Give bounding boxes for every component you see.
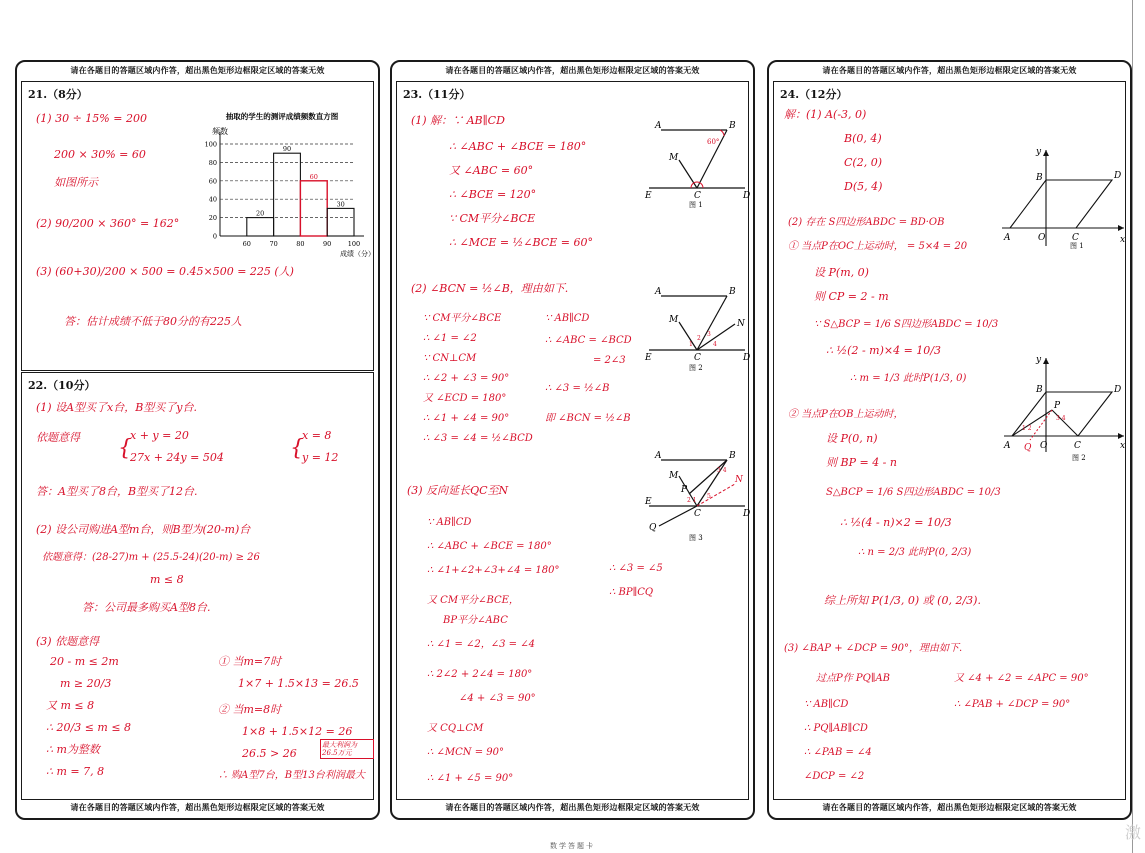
q23-figure-2: [645, 284, 753, 374]
q24-line-15: S△BCP = 1/6 S四边形ABDC = 10/3: [826, 487, 1001, 498]
q23-fig1-label-b: B: [729, 121, 736, 131]
q23-line-29: 又 CQ⊥CM: [427, 723, 484, 734]
q23-line-24: 又 CM平分∠BCE，: [427, 595, 519, 606]
q23-fig1-label-e: E: [645, 191, 652, 201]
q24-fig2-label-c: C: [1074, 441, 1081, 451]
svg-text:3 4: 3 4: [717, 467, 727, 474]
y-tick-label: 100: [204, 140, 217, 149]
q23-fig3-label-n: N: [735, 475, 743, 485]
q23-line-17: = 2∠3: [593, 355, 626, 366]
q23-fig1-label-c: C: [694, 191, 701, 201]
q24-line-16: ∴ ½(4 - n)×2 = 10/3: [840, 516, 952, 529]
q22-line-16: ∴ 20/3 ≤ m ≤ 8: [46, 721, 132, 734]
y-tick-label: 80: [208, 158, 217, 167]
q22-brace-1: {: [118, 436, 132, 461]
bar-data-label: 30: [336, 200, 345, 209]
q23-line-31: ∴ ∠1 + ∠5 = 90°: [427, 773, 514, 784]
q24-line-8: 则 CP = 2 - m: [814, 290, 889, 303]
q23-fig2-label-e: E: [645, 353, 652, 363]
q24-fig2-label-y: y: [1036, 355, 1042, 365]
q24-fig2-label-p: P: [1054, 401, 1061, 411]
q21-line-1: (1) 30 ÷ 15% = 200: [36, 112, 147, 125]
q24-fig1-label-a: A: [1004, 233, 1011, 243]
q24-line-24: ∠DCP = ∠2: [804, 771, 865, 782]
area-note-bottom: 请在各题目的答题区域内作答，超出黑色矩形边框限定区域的答案无效: [445, 803, 700, 812]
q23-fig2-caption: 图 2: [689, 364, 703, 372]
q23-line-26: ∴ ∠1 = ∠2，∠3 = ∠4: [427, 639, 535, 650]
area-note-bottom: 请在各题目的答题区域内作答，超出黑色矩形边框限定区域的答案无效: [70, 803, 325, 812]
q22-line-10: m ≤ 8: [150, 573, 184, 586]
q23-line-25: BP平分∠ABC: [443, 615, 508, 626]
q24-line-7: 设 P(m, 0): [814, 266, 869, 279]
chart-xlabel: 成绩（分）: [340, 250, 375, 258]
q21-line-3: 如图所示: [54, 176, 98, 189]
q24-line-23: ∴ ∠PAB = ∠4: [804, 747, 872, 758]
q24-fig1-label-b: B: [1036, 173, 1043, 183]
q24-line-3: C(2, 0): [844, 156, 882, 169]
q22-brace-2: {: [290, 436, 304, 461]
q24-line-19: (3) ∠BAP + ∠DCP = 90°，理由如下.: [784, 643, 963, 654]
q23-line-27: ∴ 2∠2 + 2∠4 = 180°: [427, 669, 533, 680]
question-24-box: [773, 81, 1126, 800]
q23-fig3-label-a: A: [655, 451, 662, 461]
q24-line-5: (2) 存在 S四边形ABDC = BD·OB: [788, 217, 945, 228]
q24-fig1-label-y: y: [1036, 147, 1042, 157]
area-note-top: 请在各题目的答题区域内作答，超出黑色矩形边框限定区域的答案无效: [822, 66, 1077, 75]
page-edge-line: [1132, 0, 1133, 853]
x-tick-label: 90: [323, 240, 332, 248]
q23-line-7: (2) ∠BCN = ½∠B，理由如下.: [411, 282, 569, 295]
q24-line-10: ∴ ½(2 - m)×4 = 10/3: [826, 344, 942, 357]
bar-data-label: 60: [309, 172, 318, 181]
q23-fig2-label-c: C: [694, 353, 701, 363]
q22-line-1: (1) 设A型买了x台，B型买了y台.: [36, 401, 198, 414]
chart-ylabel: 频数: [212, 127, 228, 136]
x-tick-label: 80: [296, 240, 305, 248]
svg-text:3: 3: [707, 331, 711, 338]
q22-line-11: 答：公司最多购买A型8台.: [82, 601, 211, 614]
q24-line-9: ∵ S△BCP = 1/6 S四边形ABDC = 10/3: [814, 319, 999, 330]
q24-figure-1: [998, 144, 1130, 250]
q23-line-2: ∴ ∠ABC + ∠BCE = 180°: [449, 140, 587, 153]
svg-text:1: 1: [689, 341, 693, 348]
q23-line-32: ∴ ∠3 = ∠5: [609, 563, 663, 574]
q23-fig3-label-p: P: [681, 485, 688, 495]
q24-line-1: 解：(1) A(-3, 0): [784, 108, 867, 121]
y-tick-label: 0: [212, 232, 217, 241]
q22-line-15: 又 m ≤ 8: [46, 699, 95, 712]
answer-panel-1: [15, 60, 380, 820]
q23-line-1: (1) 解：∵ AB∥CD: [411, 114, 505, 127]
q23-figure-3: [645, 450, 753, 542]
q24-fig2-caption: 图 2: [1072, 454, 1086, 462]
q22-line-7: 答：A型买了8台，B型买了12台.: [36, 485, 198, 498]
question-21-box: [21, 81, 374, 371]
q22-line-21: ② 当m=8时: [218, 703, 282, 716]
q23-fig2-label-a: A: [655, 287, 662, 297]
q24-line-6: ① 当点P在OC上运动时， = 5×4 = 20: [788, 241, 968, 252]
q23-fig3-label-d: D: [743, 509, 751, 519]
q24-fig1-label-d: D: [1114, 171, 1122, 181]
q22-line-8: (2) 设公司购进A型m台，则B型为(20-m)台: [36, 523, 251, 536]
q24-line-2: B(0, 4): [844, 132, 882, 145]
q24-fig1-label-c: C: [1072, 233, 1079, 243]
q23-line-11: ∴ ∠2 + ∠3 = 90°: [423, 373, 510, 384]
q22-line-17: ∴ m为整数: [46, 743, 100, 756]
q22-line-13: 20 - m ≤ 2m: [50, 655, 119, 668]
q21-line-2: 200 × 30% = 60: [54, 148, 146, 161]
area-note-top: 请在各题目的答题区域内作答，超出黑色矩形边框限定区域的答案无效: [70, 66, 325, 75]
q22-line-9: 依题意得：(28-27)m + (25.5-24)(20-m) ≥ 26: [42, 552, 260, 563]
y-tick-label: 40: [208, 195, 217, 204]
q23-line-13: ∴ ∠1 + ∠4 = 90°: [423, 413, 510, 424]
q24-fig1-caption: 图 1: [1070, 242, 1084, 250]
q23-line-14: ∴ ∠3 = ∠4 = ½∠BCD: [423, 433, 533, 444]
q23-fig1-label-m: M: [669, 153, 679, 163]
q23-line-22: ∴ ∠ABC + ∠BCE = 180°: [427, 541, 552, 552]
q22-line-6: y = 12: [302, 451, 339, 464]
q23-line-5: ∵ CM平分∠BCE: [449, 212, 536, 225]
q22-line-12: (3) 依题意得: [36, 635, 100, 648]
svg-text:2 1: 2 1: [687, 497, 697, 504]
page-footer: 数学答题卡: [550, 842, 595, 850]
q24-line-4: D(5, 4): [844, 180, 883, 193]
q23-line-20: (3) 反向延长QC至N: [407, 484, 509, 497]
q23-fig3-caption: 图 3: [689, 534, 703, 542]
q22-line-18: ∴ m = 7, 8: [46, 765, 105, 778]
svg-text:5: 5: [707, 493, 711, 500]
svg-text:3 4: 3 4: [1056, 415, 1066, 422]
histogram-bar: [247, 218, 274, 236]
question-23-box: [396, 81, 749, 800]
q22-line-24: ∴ 购A型7台，B型13台利润最大: [218, 770, 365, 781]
q24-line-18: 综上所知 P(1/3, 0) 或 (0, 2/3).: [824, 594, 981, 607]
q24-fig2-label-d: D: [1114, 385, 1122, 395]
answer-panel-3: [767, 60, 1132, 820]
histogram-bar: [274, 153, 301, 236]
x-tick-label: 70: [269, 240, 278, 248]
svg-text:2: 2: [697, 335, 701, 342]
q24-figure-2: [1000, 352, 1130, 462]
q24-fig2-label-b: B: [1036, 385, 1043, 395]
q22-line-2: 依题意得: [36, 431, 80, 444]
histogram-bar: [327, 208, 354, 236]
q23-fig3-label-b: B: [729, 451, 736, 461]
q23-line-28: ∠4 + ∠3 = 90°: [459, 693, 536, 704]
q23-line-10: ∵ CN⊥CM: [423, 353, 477, 364]
q23-line-16: ∴ ∠ABC = ∠BCD: [545, 335, 632, 346]
q22-line-5: x = 8: [302, 429, 332, 442]
q23-fig3-label-m: M: [669, 471, 679, 481]
q24-line-17: ∴ n = 2/3 此时P(0, 2/3): [858, 547, 972, 558]
q23-line-9: ∴ ∠1 = ∠2: [423, 333, 477, 344]
q23-figure-1: [645, 118, 753, 210]
q23-fig3-label-c: C: [694, 509, 701, 519]
q24-line-12: ② 当点P在OB上运动时，: [788, 409, 904, 420]
q23-fig1-angle: 60°: [707, 138, 720, 146]
x-tick-label: 100: [347, 240, 361, 248]
q23-fig2-label-m: M: [669, 315, 679, 325]
svg-text:4: 4: [713, 341, 717, 348]
q24-line-13: 设 P(0, n): [826, 432, 878, 445]
q24-fig1-label-o: O: [1038, 233, 1046, 243]
q23-fig2-label-b: B: [729, 287, 736, 297]
q22-line-25: 最大利润为26.5万元: [320, 739, 374, 759]
question-21-title: 21.（8分）: [28, 88, 88, 101]
q23-fig3-label-e: E: [645, 497, 652, 507]
q23-line-4: ∴ ∠BCE = 120°: [449, 188, 537, 201]
y-tick-label: 60: [208, 177, 217, 186]
q22-line-22: 1×8 + 1.5×12 = 26: [242, 725, 353, 738]
q24-line-26: ∴ ∠PAB + ∠DCP = 90°: [954, 699, 1071, 710]
q24-line-11: ∴ m = 1/3 此时P(1/3, 0): [850, 373, 967, 384]
q24-fig2-label-x: x: [1120, 441, 1126, 451]
q23-fig1-label-a: A: [655, 121, 662, 131]
question-23-title: 23.（11分）: [403, 88, 471, 101]
q23-fig2-label-n: N: [737, 319, 745, 329]
q22-line-14: m ≥ 20/3: [60, 677, 112, 690]
svg-text:1 2: 1 2: [1022, 425, 1032, 432]
q24-fig2-label-o: O: [1040, 441, 1048, 451]
corner-mark: 激: [1124, 823, 1141, 842]
q24-fig2-label-q: Q: [1024, 443, 1032, 453]
q22-line-23: 26.5 > 26: [242, 747, 297, 760]
chart-title: 抽取的学生的测评成绩频数直方图: [225, 112, 339, 121]
q23-line-30: ∴ ∠MCN = 90°: [427, 747, 505, 758]
q23-line-3: 又 ∠ABC = 60°: [449, 164, 534, 177]
q24-fig1-label-x: x: [1120, 235, 1126, 245]
question-24-title: 24.（12分）: [780, 88, 848, 101]
bar-data-label: 90: [282, 145, 292, 154]
q24-line-20: 过点P作 PQ∥AB: [816, 673, 891, 684]
q23-line-8: ∵ CM平分∠BCE: [423, 313, 502, 324]
answer-panel-2: [390, 60, 755, 820]
q24-fig2-label-a: A: [1004, 441, 1011, 451]
q21-line-6: 答：估计成绩不低于80分的有225人: [64, 315, 242, 328]
area-note-bottom: 请在各题目的答题区域内作答，超出黑色矩形边框限定区域的答案无效: [822, 803, 1077, 812]
bar-data-label: 20: [256, 209, 265, 218]
q21-line-5: (3) (60+30)/200 × 500 = 0.45×500 = 225 (人): [36, 265, 294, 278]
q23-fig3-label-q: Q: [649, 523, 657, 533]
q22-line-19: ① 当m=7时: [218, 655, 282, 668]
q23-line-23: ∴ ∠1+∠2+∠3+∠4 = 180°: [427, 565, 560, 576]
q23-line-21: ∵ AB∥CD: [427, 517, 472, 528]
q22-line-20: 1×7 + 1.5×13 = 26.5: [238, 677, 359, 690]
q23-line-19: 即 ∠BCN = ½∠B: [545, 413, 631, 424]
q23-line-18: ∴ ∠3 = ½∠B: [545, 383, 610, 394]
q23-line-15: ∵ AB∥CD: [545, 313, 590, 324]
area-note-top: 请在各题目的答题区域内作答，超出黑色矩形边框限定区域的答案无效: [445, 66, 700, 75]
q23-fig2-label-d: D: [743, 353, 751, 363]
histogram-chart: [182, 104, 378, 258]
q24-line-22: ∴ PQ∥AB∥CD: [804, 723, 868, 734]
q22-line-4: 27x + 24y = 504: [130, 451, 224, 464]
q23-line-33: ∴ BP∥CQ: [609, 587, 654, 598]
q23-fig1-caption: 图 1: [689, 201, 703, 209]
q24-line-21: ∵ AB∥CD: [804, 699, 849, 710]
q24-line-14: 则 BP = 4 - n: [826, 456, 897, 469]
q21-line-4: (2) 90/200 × 360° = 162°: [36, 217, 180, 230]
x-tick-label: 60: [242, 240, 251, 248]
y-tick-label: 20: [208, 214, 217, 223]
histogram-bar: [300, 181, 327, 236]
q24-line-25: 又 ∠4 + ∠2 = ∠APC = 90°: [954, 673, 1089, 684]
question-22-title: 22.（10分）: [28, 379, 96, 392]
q23-line-12: 又 ∠ECD = 180°: [423, 393, 507, 404]
q23-line-6: ∴ ∠MCE = ½∠BCE = 60°: [449, 236, 593, 249]
q22-line-3: x + y = 20: [130, 429, 189, 442]
q23-fig1-label-d: D: [743, 191, 751, 201]
question-22-box: [21, 372, 374, 800]
